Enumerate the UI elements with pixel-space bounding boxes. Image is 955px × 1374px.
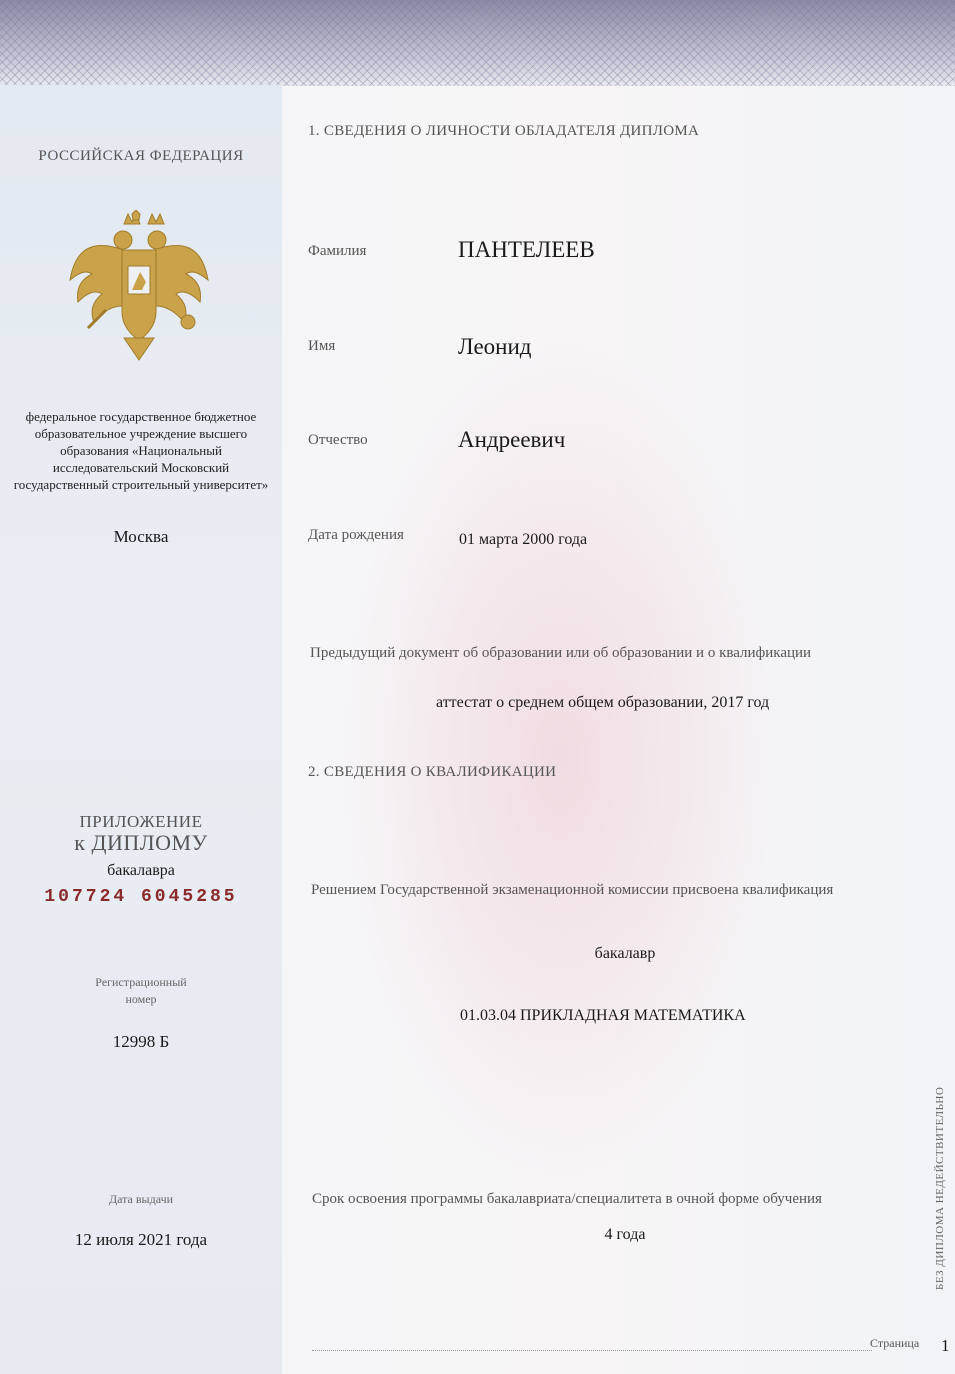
coat-of-arms-icon [66,210,212,366]
issue-date-label: Дата выдачи [108,1192,174,1206]
security-pattern-header [0,0,955,86]
page-number: 1 [941,1336,950,1355]
page-label: Страница [870,1336,920,1350]
registration-label: Регистрационный номер [95,975,187,1006]
birth-date-value: 01 марта 2000 года [459,531,588,548]
name-value: Леонид [458,334,532,359]
birth-date-label: Дата рождения [308,527,404,543]
specialty-value: 01.03.04 ПРИКЛАДНАЯ МАТЕМАТИКА [460,1007,746,1024]
section-1-title: 1. СВЕДЕНИЯ О ЛИЧНОСТИ ОБЛАДАТЕЛЯ ДИПЛОМА [308,123,700,139]
registration-number: 12998 Б [112,1032,170,1051]
study-duration-value: 4 года [604,1226,646,1243]
name-label: Имя [308,338,336,354]
section-2-title: 2. СВЕДЕНИЯ О КВАЛИФИКАЦИИ [308,764,557,780]
patronymic-value: Андреевич [458,427,566,452]
previous-document-value: аттестат о среднем общем образовании, 2017 год [436,694,770,711]
bottom-dotted-line [312,1350,872,1351]
qualification-decision-label: Решением Государственной экзаменационной комиссии присвоена квалификация [311,882,834,898]
qualification-value: бакалавр [594,945,656,962]
study-duration-label: Срок освоения программы бакалавриата/специалитета в очной форме обучения [312,1191,822,1207]
patronymic-label: Отчество [308,432,368,448]
previous-document-label: Предыдущий документ об образовании или об образовании и о квалификации [310,645,812,661]
surname-label: Фамилия [308,243,367,259]
country-name: РОССИЙСКАЯ ФЕДЕРАЦИЯ [38,148,244,164]
validity-note: БЕЗ ДИПЛОМА НЕДЕЙСТВИТЕЛЬНО [934,1086,946,1290]
degree-level: бакалавра [107,862,175,879]
institution-name: федеральное государственное бюджетное образовательное учреждение высшего образования «Национальный исследовательский Московский государственный строительный университет» [13,409,269,492]
serial-number: 107724 6045285 [44,887,238,907]
surname-value: ПАНТЕЛЕЕВ [458,237,595,262]
appendix-title: ПРИЛОЖЕНИЕ [79,812,203,831]
appendix-subtitle: к ДИПЛОМУ [74,830,208,855]
city: Москва [113,527,169,546]
issue-date: 12 июля 2021 года [74,1230,208,1249]
